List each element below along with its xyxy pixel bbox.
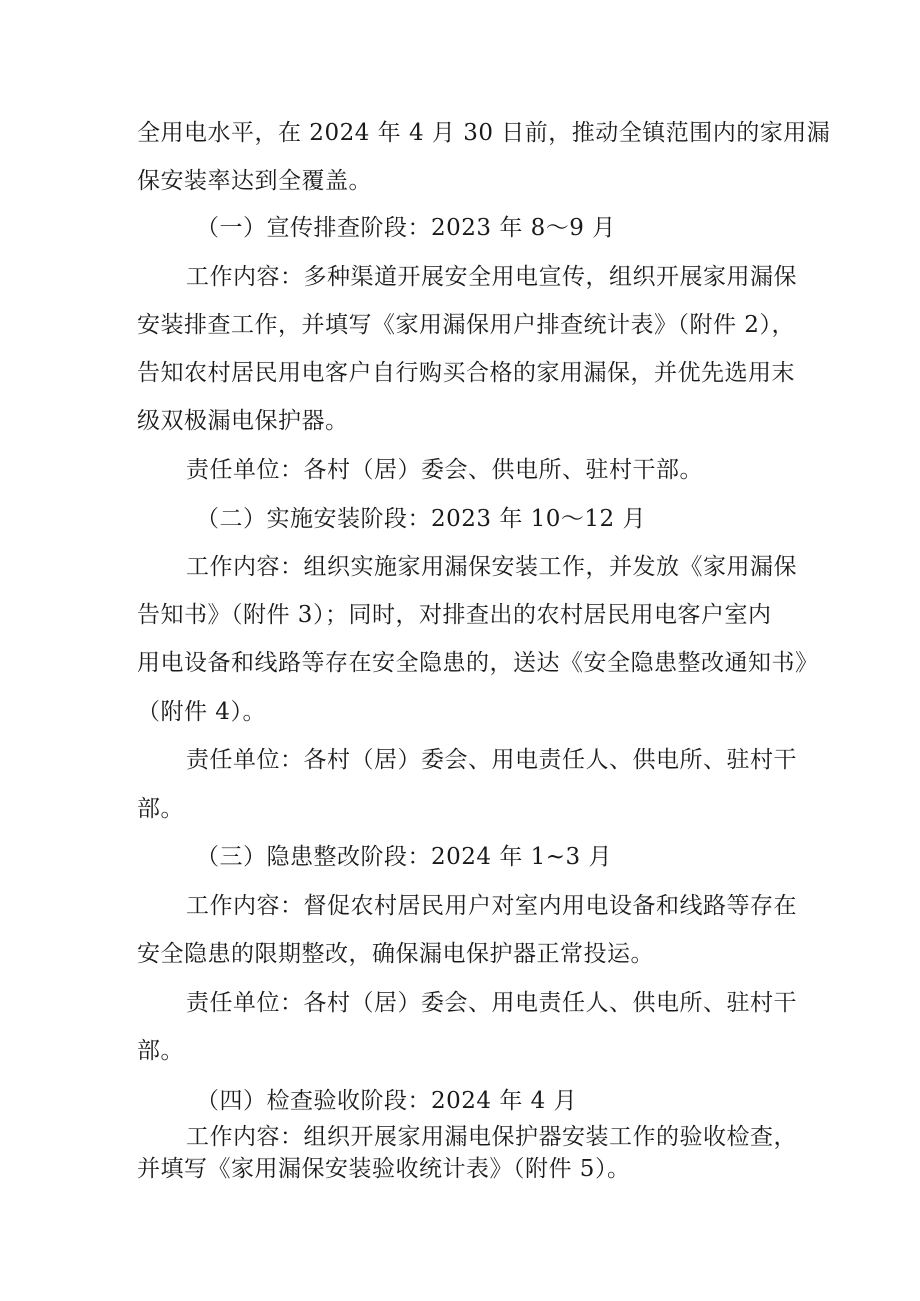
stage2-responsible-line-2: 部。	[137, 796, 184, 822]
stage3-responsible-line-1: 责任单位：各村（居）委会、用电责任人、供电所、驻村干	[186, 990, 797, 1016]
stage1-content-line-2: 安装排查工作，并填写《家用漏保用户排查统计表》（附件 2），	[137, 312, 795, 338]
stage1-content-line-3: 告知农村居民用电客户自行购买合格的家用漏保，并优先选用末	[137, 360, 795, 386]
intro-line-1: 全用电水平，在 2024 年 4 月 30 日前，推动全镇范围内的家用漏	[137, 120, 831, 146]
stage2-content-line-2: 告知书》（附件 3）；同时，对排查出的农村居民用电客户室内	[137, 602, 772, 628]
stage1-responsible: 责任单位：各村（居）委会、供电所、驻村干部。	[186, 457, 703, 483]
stage1-content-line-4: 级双极漏电保护器。	[137, 408, 349, 434]
stage4-content-line-2: 并填写《家用漏保安装验收统计表》（附件 5）。	[137, 1156, 631, 1182]
stage2-heading: （二）实施安装阶段：2023 年 10～12 月	[196, 506, 646, 532]
stage1-heading: （一）宣传排查阶段：2023 年 8～9 月	[196, 215, 616, 241]
stage2-content-line-3: 用电设备和线路等存在安全隐患的，送达《安全隐患整改通知书》	[137, 650, 819, 676]
stage3-heading: （三）隐患整改阶段：2024 年 1~3 月	[196, 844, 613, 870]
stage2-content-line-1: 工作内容：组织实施家用漏保安装工作，并发放《家用漏保	[186, 554, 797, 580]
stage3-content-line-1: 工作内容：督促农村居民用户对室内用电设备和线路等存在	[186, 893, 797, 919]
stage3-responsible-line-2: 部。	[137, 1038, 184, 1064]
stage4-heading: （四）检查验收阶段：2024 年 4 月	[196, 1088, 578, 1114]
stage2-responsible-line-1: 责任单位：各村（居）委会、用电责任人、供电所、驻村干	[186, 747, 797, 773]
stage1-content-line-1: 工作内容：多种渠道开展安全用电宣传，组织开展家用漏保	[186, 264, 797, 290]
stage4-content-line-1: 工作内容：组织开展家用漏电保护器安装工作的验收检查，	[186, 1124, 797, 1150]
intro-line-2: 保安装率达到全覆盖。	[137, 168, 372, 194]
stage2-content-line-4: （附件 4）。	[137, 699, 266, 725]
stage3-content-line-2: 安全隐患的限期整改，确保漏电保护器正常投运。	[137, 941, 654, 967]
